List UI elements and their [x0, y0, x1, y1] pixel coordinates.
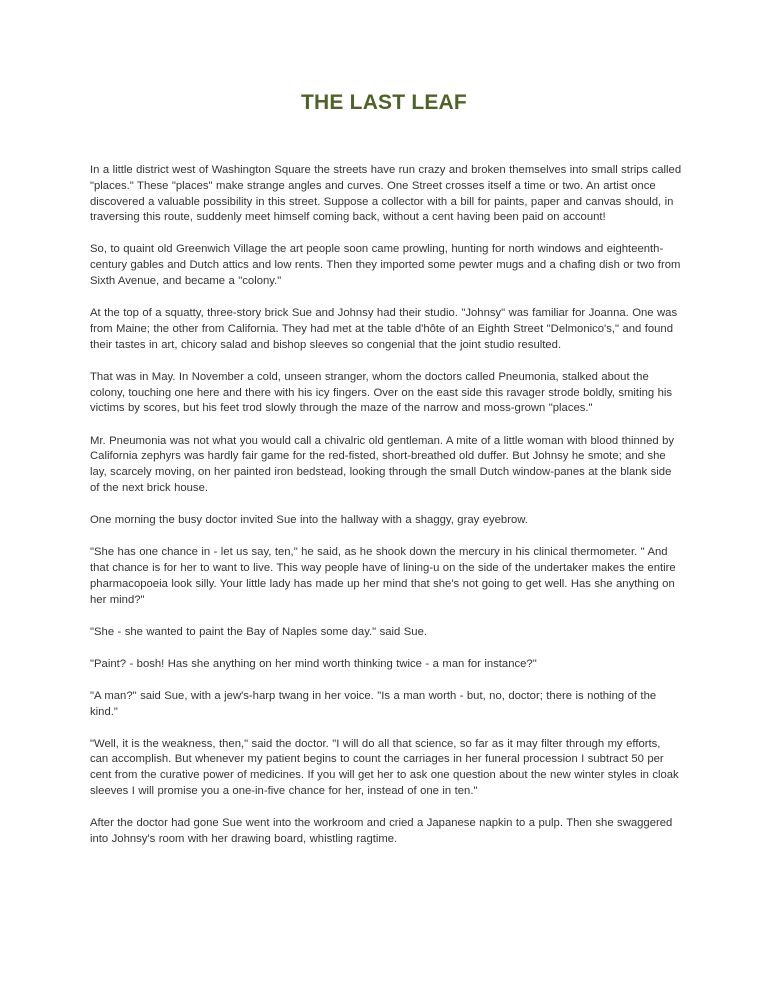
paragraph: After the doctor had gone Sue went into the workroom and cried a Japanese napkin to a pulp. Then she swaggered into Johnsy's room with her drawing board, whistling ragtime. — [90, 817, 673, 845]
paragraph: So, to quaint old Greenwich Village the art people soon came prowling, hunting for north windows and eighteenth-century gables and Dutch attics and low rents. Then they imported some pewter mugs and a chafing dish or two from Sixth Avenue, and became a "colony." — [90, 243, 681, 288]
paragraph: "A man?" said Sue, with a jew's-harp twang in her voice. "Is a man worth - but, no, doctor; there is nothing of the kind." — [90, 689, 657, 718]
paragraph: In a little district west of Washington Square the streets have run crazy and broken themselves into small strips called "places." These "places" make strange angles and curves. One Street crosses itself a time or two. An artist once discovered a valuable possibility in this street. Suppose a collector with a bill for paints, paper and canvas should, in traversing this route, suddenly meet himself coming back, without a cent having been paid on account! — [90, 164, 682, 224]
paragraph: "Well, it is the weakness, then," said the doctor. "I will do all that science, so far as it may filter through my efforts, can accomplish. But whenever my patient begins to count the carriages in her funeral procession I subtract 50 per cent from the curative power of medicines. If you will get her to ask one question about the new winter styles in cloak sleeves I will promise you a one-in-five chance for her, instead of one in ten." — [90, 737, 679, 798]
story-body — [90, 163, 682, 864]
paragraph: "She has one chance in - let us say, ten," he said, as he shook down the mercury in his clinical thermometer. " And that chance is for her to want to live. This way people have of lining-u on the side of the undertaker makes the entire pharmacopoeia look silly. Your little lady has made up her mind that she's not going to get well. Has she anything on her mind?" — [90, 546, 676, 606]
paragraph: "Paint? - bosh! Has she anything on her mind worth thinking twice - a man for instance?" — [90, 657, 537, 670]
paragraph: "She - she wanted to paint the Bay of Naples some day." said Sue. — [90, 625, 428, 638]
paragraph: One morning the busy doctor invited Sue into the hallway with a shaggy, gray eyebrow. — [90, 514, 528, 527]
paragraph: That was in May. In November a cold, unseen stranger, whom the doctors called Pneumonia, stalked about the colony, touching one here and there with his icy fingers. Over on the east side this ravager strode boldly, smiting his victims by scores, but his feet trod slowly through the maze of the narrow and moss-grown "places." — [90, 370, 673, 415]
page-title: THE LAST LEAF — [301, 91, 467, 114]
paragraph: At the top of a squatty, three-story brick Sue and Johnsy had their studio. "Johnsy" was familiar for Joanna. One was from Maine; the other from California. They had met at the table d'hôte of an Eighth Street "Delmonico's," and found their tastes in art, chicory salad and bishop sleeves so congenial that the joint studio resulted. — [90, 307, 678, 351]
paragraph: Mr. Pneumonia was not what you would call a chivalric old gentleman. A mite of a little woman with blood thinned by California zephyrs was hardly fair game for the red-fisted, short-breathed old duffer. But Johnsy he smote; and she lay, scarcely moving, on her painted iron bedstead, looking through the small Dutch window-panes at the blank side of the next brick house. — [90, 434, 675, 494]
